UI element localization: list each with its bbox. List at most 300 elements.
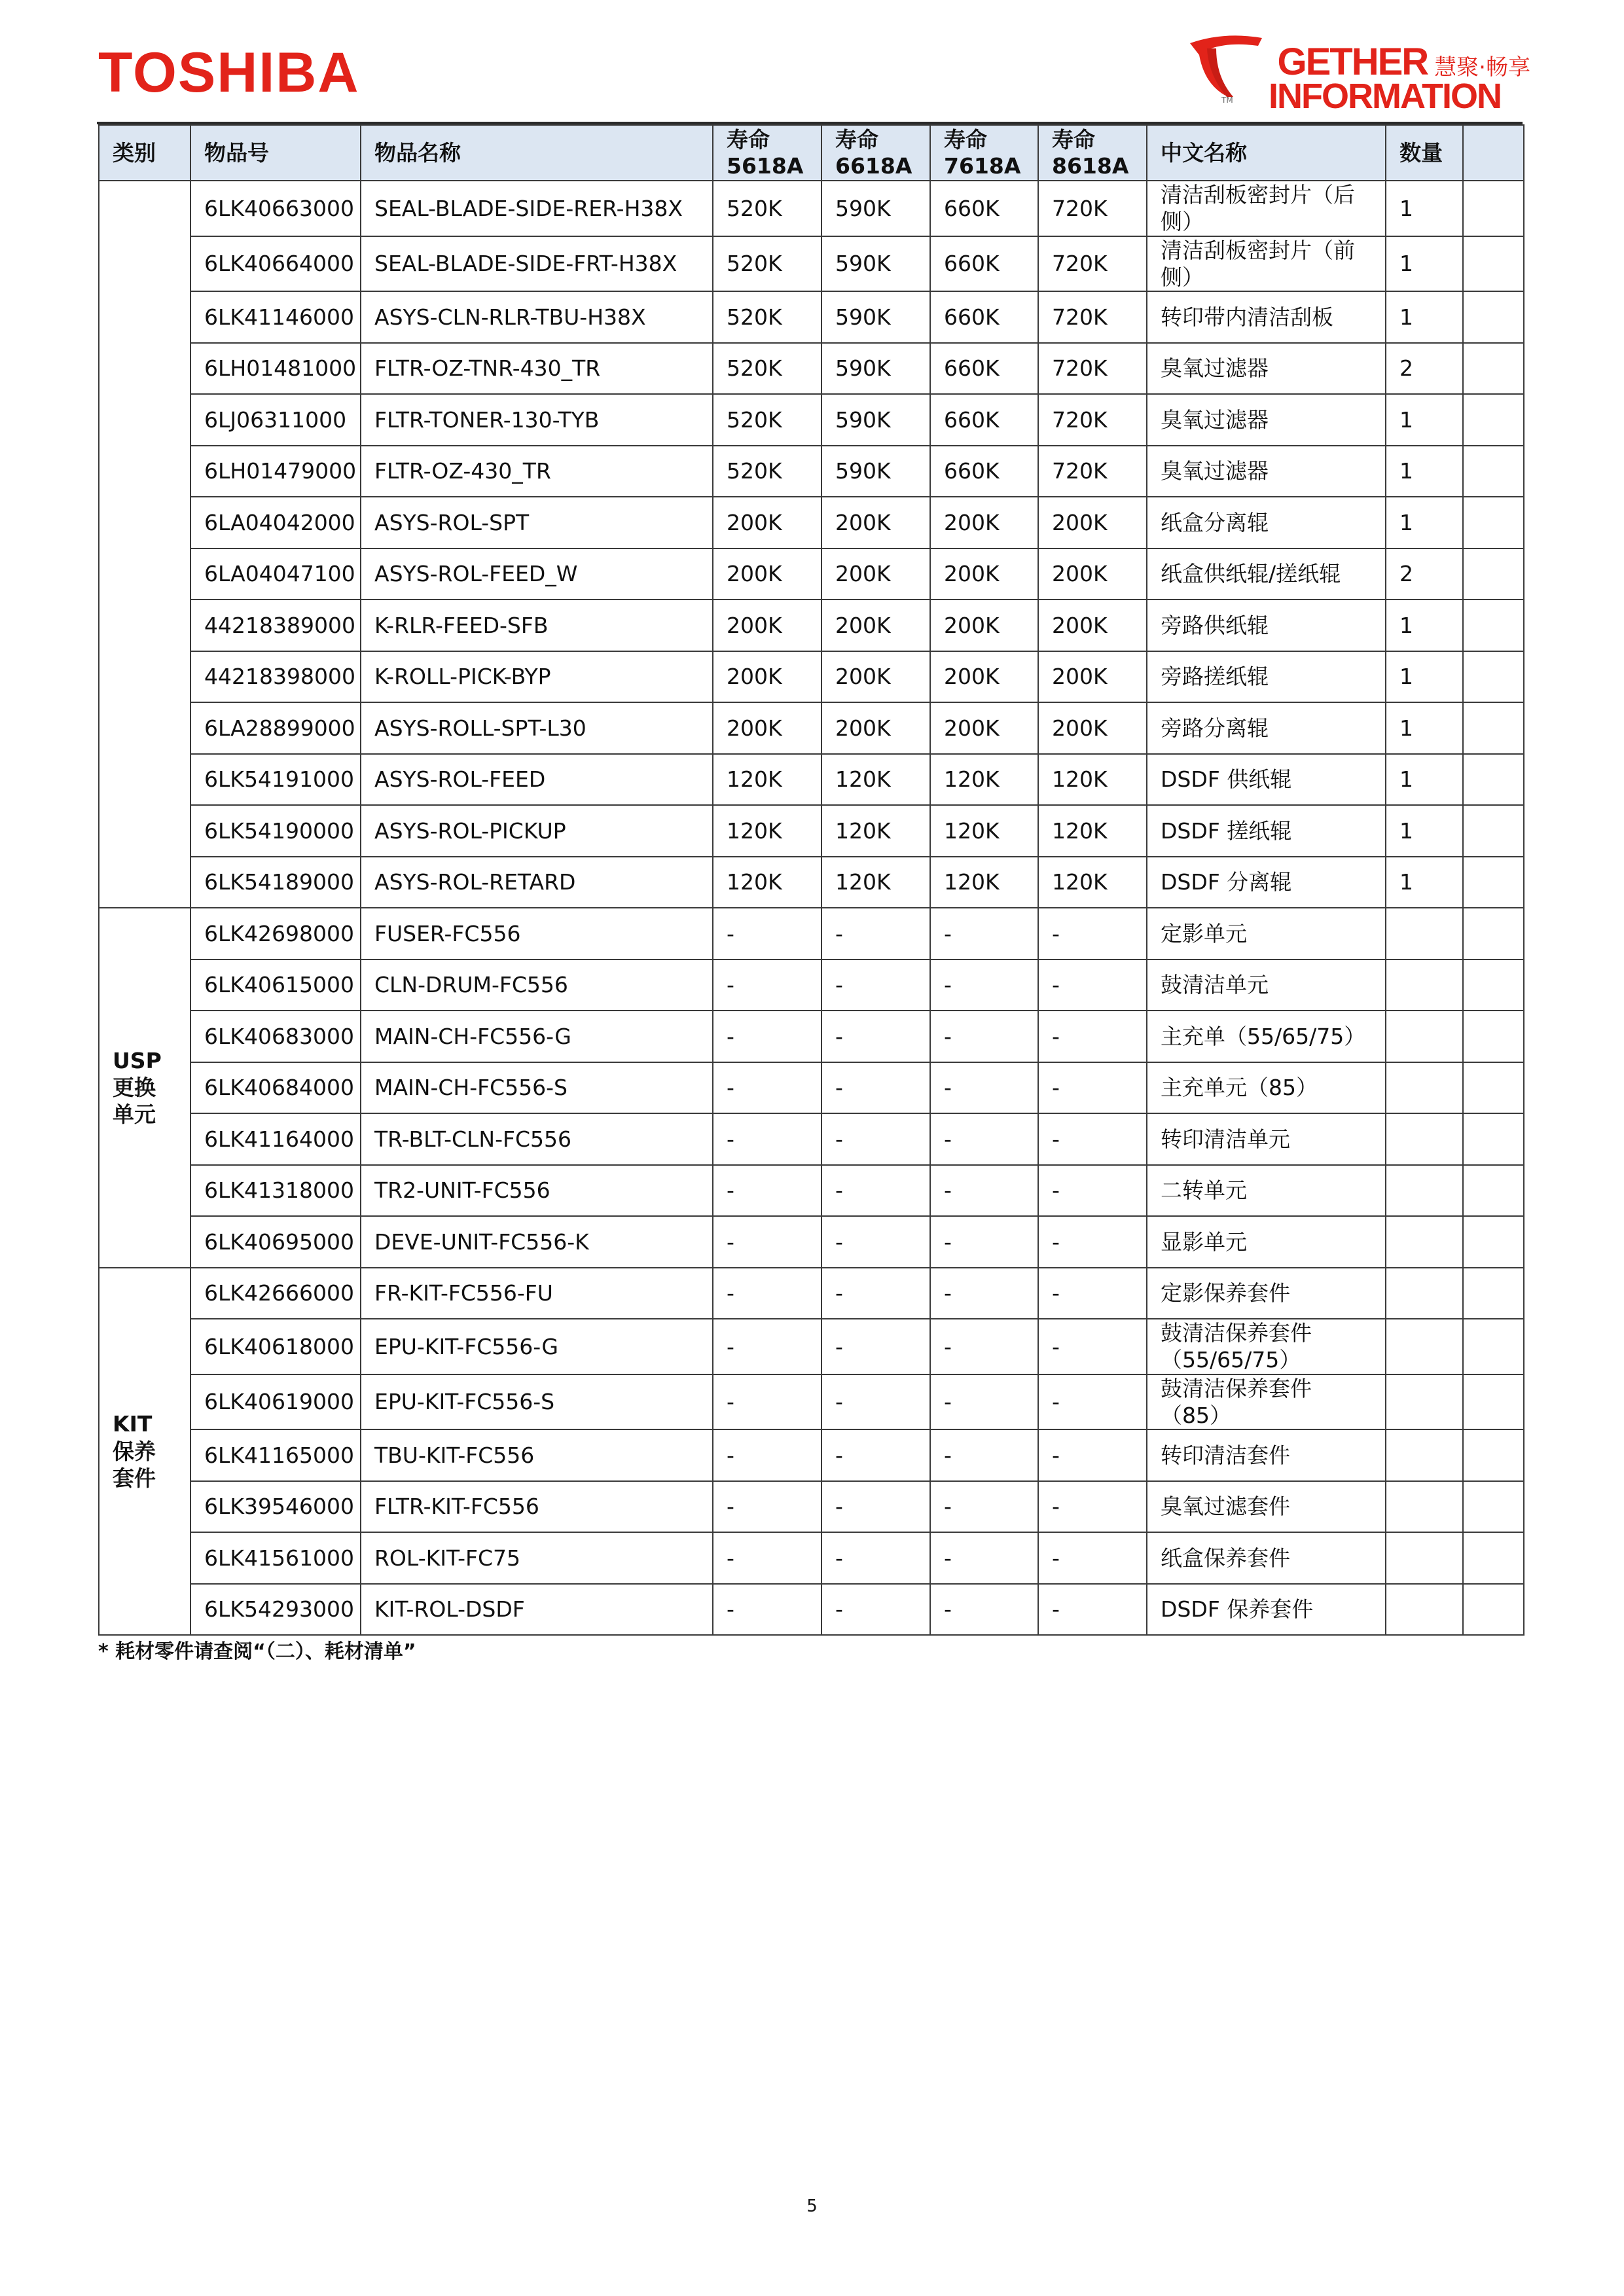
life-6618a-cell: -	[821, 1584, 930, 1636]
part-number-cell: 6LK40695000	[190, 1216, 361, 1268]
part-name-cell: ASYS-ROL-FEED_W	[361, 548, 713, 600]
chinese-name-cell: DSDF 分离辊	[1147, 857, 1386, 908]
quantity-cell	[1386, 1319, 1463, 1374]
life-6618a-cell: 590K	[821, 291, 930, 343]
table-row	[99, 754, 1524, 806]
part-number-cell: 6LA28899000	[190, 702, 361, 754]
life-6618a-cell: -	[821, 1481, 930, 1533]
part-name-cell: MAIN-CH-FC556-S	[361, 1062, 713, 1114]
extra-cell	[1463, 754, 1524, 806]
slogan-chinese: 慧聚·畅享	[1434, 54, 1530, 81]
table-row	[99, 702, 1524, 754]
extra-cell	[1463, 548, 1524, 600]
life-7618a-cell: 660K	[930, 291, 1038, 343]
extra-cell	[1463, 446, 1524, 497]
chinese-name-cell: 纸盒供纸辊/搓纸辊	[1147, 548, 1386, 600]
life-8618a-cell: 120K	[1038, 857, 1147, 908]
chinese-name-cell: 旁路搓纸辊	[1147, 651, 1386, 703]
life-5618a-cell: 520K	[713, 291, 821, 343]
table-row	[99, 394, 1524, 446]
header-row	[99, 125, 1524, 181]
life-8618a-cell: -	[1038, 1584, 1147, 1636]
chinese-name-cell: 纸盒分离辊	[1147, 497, 1386, 548]
table-row	[99, 857, 1524, 908]
life-8618a-cell: -	[1038, 960, 1147, 1011]
slogan-information: INFORMATION	[1269, 77, 1501, 116]
life-7618a-cell: 660K	[930, 394, 1038, 446]
part-number-cell: 6LK39546000	[190, 1481, 361, 1533]
chinese-name-cell: 纸盒保养套件	[1147, 1532, 1386, 1584]
life-6618a-cell: 200K	[821, 702, 930, 754]
life-6618a-cell: 200K	[821, 600, 930, 651]
extra-cell	[1463, 1113, 1524, 1165]
quantity-cell	[1386, 1584, 1463, 1636]
part-number-cell: 44218398000	[190, 651, 361, 703]
life-7618a-cell: -	[930, 1011, 1038, 1062]
extra-cell	[1463, 1062, 1524, 1114]
extra-cell	[1463, 1319, 1524, 1374]
extra-cell	[1463, 236, 1524, 292]
life-6618a-cell: 120K	[821, 805, 930, 857]
part-name-cell: FLTR-OZ-430_TR	[361, 446, 713, 497]
extra-cell	[1463, 181, 1524, 236]
life-7618a-cell: -	[930, 1429, 1038, 1481]
part-name-cell: FLTR-KIT-FC556	[361, 1481, 713, 1533]
extra-cell	[1463, 1216, 1524, 1268]
life-7618a-cell: -	[930, 1319, 1038, 1374]
table-row	[99, 446, 1524, 497]
life-7618a-cell: -	[930, 1532, 1038, 1584]
life-6618a-cell: 590K	[821, 394, 930, 446]
life-7618a-cell: 200K	[930, 497, 1038, 548]
table-row	[99, 1429, 1524, 1481]
chinese-name-cell: 清洁刮板密封片（后侧）	[1147, 181, 1386, 236]
life-5618a-cell: -	[713, 1113, 821, 1165]
part-name-cell: SEAL-BLADE-SIDE-FRT-H38X	[361, 236, 713, 292]
header-part-name: 物品名称	[361, 125, 713, 181]
part-name-cell: ASYS-CLN-RLR-TBU-H38X	[361, 291, 713, 343]
part-name-cell: FR-KIT-FC556-FU	[361, 1268, 713, 1319]
chinese-name-cell: 转印带内清洁刮板	[1147, 291, 1386, 343]
life-7618a-cell: -	[930, 1584, 1038, 1636]
part-name-cell: TR-BLT-CLN-FC556	[361, 1113, 713, 1165]
life-7618a-cell: -	[930, 1113, 1038, 1165]
extra-cell	[1463, 1268, 1524, 1319]
part-number-cell: 6LA04042000	[190, 497, 361, 548]
part-number-cell: 6LH01481000	[190, 343, 361, 395]
extra-cell	[1463, 960, 1524, 1011]
chinese-name-cell: 鼓清洁单元	[1147, 960, 1386, 1011]
life-8618a-cell: -	[1038, 1216, 1147, 1268]
part-name-cell: K-RLR-FEED-SFB	[361, 600, 713, 651]
life-7618a-cell: 660K	[930, 236, 1038, 292]
table-row	[99, 1374, 1524, 1430]
life-8618a-cell: 720K	[1038, 343, 1147, 395]
chinese-name-cell: 主充单（55/65/75）	[1147, 1011, 1386, 1062]
part-number-cell: 6LH01479000	[190, 446, 361, 497]
quantity-cell	[1386, 1165, 1463, 1217]
table-row	[99, 651, 1524, 703]
life-8618a-cell: 120K	[1038, 754, 1147, 806]
part-number-cell: 6LK40683000	[190, 1011, 361, 1062]
life-8618a-cell: 720K	[1038, 236, 1147, 292]
part-number-cell: 6LK41146000	[190, 291, 361, 343]
life-6618a-cell: -	[821, 1374, 930, 1430]
life-8618a-cell: 200K	[1038, 497, 1147, 548]
quantity-cell	[1386, 1113, 1463, 1165]
life-8618a-cell: 120K	[1038, 805, 1147, 857]
extra-cell	[1463, 1584, 1524, 1636]
table-row	[99, 805, 1524, 857]
chinese-name-cell: 臭氧过滤器	[1147, 394, 1386, 446]
table-body	[99, 181, 1524, 1635]
life-8618a-cell: 200K	[1038, 548, 1147, 600]
life-5618a-cell: 200K	[713, 548, 821, 600]
life-7618a-cell: -	[930, 1268, 1038, 1319]
quantity-cell	[1386, 1216, 1463, 1268]
quantity-cell	[1386, 1429, 1463, 1481]
together-information-logo	[1185, 29, 1532, 114]
table-row	[99, 291, 1524, 343]
life-5618a-cell: -	[713, 1532, 821, 1584]
table-row	[99, 497, 1524, 548]
life-7618a-cell: -	[930, 1216, 1038, 1268]
part-number-cell: 6LK40684000	[190, 1062, 361, 1114]
part-number-cell: 6LK41164000	[190, 1113, 361, 1165]
life-7618a-cell: 200K	[930, 600, 1038, 651]
chinese-name-cell: 定影单元	[1147, 908, 1386, 960]
table-row	[99, 1481, 1524, 1533]
part-name-cell: ASYS-ROL-FEED	[361, 754, 713, 806]
life-6618a-cell: -	[821, 1319, 930, 1374]
life-5618a-cell: 520K	[713, 446, 821, 497]
part-number-cell: 6LK42666000	[190, 1268, 361, 1319]
trademark-mark: TM	[1221, 96, 1233, 105]
life-5618a-cell: 120K	[713, 857, 821, 908]
table-row	[99, 1319, 1524, 1374]
life-5618a-cell: 520K	[713, 236, 821, 292]
chinese-name-cell: 转印清洁套件	[1147, 1429, 1386, 1481]
quantity-cell: 1	[1386, 394, 1463, 446]
part-name-cell: ROL-KIT-FC75	[361, 1532, 713, 1584]
table-header	[99, 125, 1524, 181]
life-8618a-cell: -	[1038, 1062, 1147, 1114]
life-5618a-cell: 520K	[713, 394, 821, 446]
life-5618a-cell: -	[713, 1319, 821, 1374]
part-number-cell: 6LK40663000	[190, 181, 361, 236]
part-name-cell: SEAL-BLADE-SIDE-RER-H38X	[361, 181, 713, 236]
life-5618a-cell: 520K	[713, 343, 821, 395]
life-5618a-cell: 120K	[713, 754, 821, 806]
life-6618a-cell: -	[821, 1165, 930, 1217]
part-name-cell: CLN-DRUM-FC556	[361, 960, 713, 1011]
part-name-cell: ASYS-ROL-SPT	[361, 497, 713, 548]
quantity-cell: 1	[1386, 651, 1463, 703]
quantity-cell: 1	[1386, 497, 1463, 548]
quantity-cell: 1	[1386, 600, 1463, 651]
part-number-cell: 6LK54191000	[190, 754, 361, 806]
life-6618a-cell: 590K	[821, 181, 930, 236]
life-8618a-cell: 200K	[1038, 651, 1147, 703]
life-7618a-cell: 660K	[930, 343, 1038, 395]
life-5618a-cell: -	[713, 960, 821, 1011]
chinese-name-cell: 臭氧过滤套件	[1147, 1481, 1386, 1533]
life-8618a-cell: -	[1038, 1011, 1147, 1062]
life-7618a-cell: 660K	[930, 446, 1038, 497]
extra-cell	[1463, 291, 1524, 343]
part-number-cell: 6LA04047100	[190, 548, 361, 600]
chinese-name-cell: DSDF 搓纸辊	[1147, 805, 1386, 857]
life-6618a-cell: -	[821, 1216, 930, 1268]
life-5618a-cell: -	[713, 1429, 821, 1481]
life-5618a-cell: -	[713, 1216, 821, 1268]
life-8618a-cell: -	[1038, 1374, 1147, 1430]
extra-cell	[1463, 1481, 1524, 1533]
life-5618a-cell: 200K	[713, 600, 821, 651]
life-5618a-cell: -	[713, 1268, 821, 1319]
chinese-name-cell: 旁路分离辊	[1147, 702, 1386, 754]
quantity-cell: 1	[1386, 236, 1463, 292]
part-name-cell: FLTR-TONER-130-TYB	[361, 394, 713, 446]
quantity-cell	[1386, 1374, 1463, 1430]
part-number-cell: 6LK54189000	[190, 857, 361, 908]
life-7618a-cell: 660K	[930, 181, 1038, 236]
life-6618a-cell: -	[821, 1113, 930, 1165]
life-8618a-cell: -	[1038, 1165, 1147, 1217]
table-row	[99, 1216, 1524, 1268]
extra-cell	[1463, 1374, 1524, 1430]
chinese-name-cell: DSDF 供纸辊	[1147, 754, 1386, 806]
table-row	[99, 1584, 1524, 1636]
part-number-cell: 6LK41561000	[190, 1532, 361, 1584]
chinese-name-cell: 转印清洁单元	[1147, 1113, 1386, 1165]
life-5618a-cell: -	[713, 1374, 821, 1430]
life-6618a-cell: -	[821, 1429, 930, 1481]
life-5618a-cell: 120K	[713, 805, 821, 857]
category-cell: USP 更换 单元	[99, 908, 190, 1268]
life-6618a-cell: 590K	[821, 236, 930, 292]
part-name-cell: DEVE-UNIT-FC556-K	[361, 1216, 713, 1268]
life-7618a-cell: -	[930, 1481, 1038, 1533]
life-5618a-cell: -	[713, 1165, 821, 1217]
life-6618a-cell: 200K	[821, 548, 930, 600]
life-7618a-cell: -	[930, 1165, 1038, 1217]
extra-cell	[1463, 1429, 1524, 1481]
part-number-cell: 6LK41165000	[190, 1429, 361, 1481]
part-number-cell: 6LK40615000	[190, 960, 361, 1011]
quantity-cell: 2	[1386, 343, 1463, 395]
quantity-cell: 1	[1386, 291, 1463, 343]
quantity-cell	[1386, 1011, 1463, 1062]
chinese-name-cell: 显影单元	[1147, 1216, 1386, 1268]
header-life-5618a: 寿命 5618A	[713, 125, 821, 181]
part-number-cell: 6LK40619000	[190, 1374, 361, 1430]
life-8618a-cell: 720K	[1038, 291, 1147, 343]
life-7618a-cell: -	[930, 1374, 1038, 1430]
chinese-name-cell: 旁路供纸辊	[1147, 600, 1386, 651]
quantity-cell	[1386, 1062, 1463, 1114]
part-name-cell: K-ROLL-PICK-BYP	[361, 651, 713, 703]
life-8618a-cell: -	[1038, 1429, 1147, 1481]
category-cell: KIT 保养 套件	[99, 1268, 190, 1636]
life-5618a-cell: -	[713, 908, 821, 960]
table-row	[99, 1532, 1524, 1584]
life-5618a-cell: 200K	[713, 702, 821, 754]
table-row	[99, 181, 1524, 236]
life-5618a-cell: -	[713, 1062, 821, 1114]
header-life-7618a: 寿命 7618A	[930, 125, 1038, 181]
life-5618a-cell: -	[713, 1481, 821, 1533]
chinese-name-cell: 鼓清洁保养套件 （55/65/75）	[1147, 1319, 1386, 1374]
extra-cell	[1463, 497, 1524, 548]
life-7618a-cell: 120K	[930, 754, 1038, 806]
life-6618a-cell: -	[821, 1011, 930, 1062]
life-6618a-cell: -	[821, 960, 930, 1011]
footnote: * 耗材零件请查阅“（二）、耗材清单”	[98, 1640, 416, 1663]
table-row	[99, 600, 1524, 651]
life-6618a-cell: 590K	[821, 446, 930, 497]
quantity-cell: 1	[1386, 181, 1463, 236]
part-name-cell: EPU-KIT-FC556-S	[361, 1374, 713, 1430]
extra-cell	[1463, 343, 1524, 395]
life-7618a-cell: 120K	[930, 805, 1038, 857]
table-row	[99, 1011, 1524, 1062]
life-6618a-cell: -	[821, 1268, 930, 1319]
header-chinese-name: 中文名称	[1147, 125, 1386, 181]
chinese-name-cell: 臭氧过滤器	[1147, 343, 1386, 395]
extra-cell	[1463, 908, 1524, 960]
part-name-cell: KIT-ROL-DSDF	[361, 1584, 713, 1636]
part-name-cell: TR2-UNIT-FC556	[361, 1165, 713, 1217]
part-name-cell: ASYS-ROL-PICKUP	[361, 805, 713, 857]
header-life-6618a: 寿命 6618A	[821, 125, 930, 181]
table-row	[99, 1113, 1524, 1165]
header-category: 类别	[99, 125, 190, 181]
life-7618a-cell: -	[930, 908, 1038, 960]
part-name-cell: ASYS-ROLL-SPT-L30	[361, 702, 713, 754]
table-row	[99, 908, 1524, 960]
life-8618a-cell: 200K	[1038, 702, 1147, 754]
quantity-cell	[1386, 960, 1463, 1011]
slogan-gether: GETHER	[1277, 41, 1428, 83]
extra-cell	[1463, 651, 1524, 703]
life-8618a-cell: -	[1038, 1532, 1147, 1584]
life-8618a-cell: -	[1038, 1319, 1147, 1374]
chinese-name-cell: 臭氧过滤器	[1147, 446, 1386, 497]
table-row	[99, 343, 1524, 395]
quantity-cell	[1386, 1532, 1463, 1584]
life-5618a-cell: 200K	[713, 497, 821, 548]
life-6618a-cell: 200K	[821, 651, 930, 703]
part-name-cell: TBU-KIT-FC556	[361, 1429, 713, 1481]
part-name-cell: ASYS-ROL-RETARD	[361, 857, 713, 908]
life-8618a-cell: -	[1038, 1481, 1147, 1533]
life-8618a-cell: 200K	[1038, 600, 1147, 651]
life-8618a-cell: -	[1038, 1113, 1147, 1165]
part-number-cell: 44218389000	[190, 600, 361, 651]
part-name-cell: FLTR-OZ-TNR-430_TR	[361, 343, 713, 395]
extra-cell	[1463, 857, 1524, 908]
part-number-cell: 6LK54293000	[190, 1584, 361, 1636]
quantity-cell: 1	[1386, 446, 1463, 497]
life-7618a-cell: 200K	[930, 702, 1038, 754]
chinese-name-cell: 主充单元（85）	[1147, 1062, 1386, 1114]
extra-cell	[1463, 1532, 1524, 1584]
life-6618a-cell: 200K	[821, 497, 930, 548]
table-row	[99, 1062, 1524, 1114]
quantity-cell: 1	[1386, 857, 1463, 908]
life-7618a-cell: 120K	[930, 857, 1038, 908]
life-8618a-cell: 720K	[1038, 394, 1147, 446]
life-7618a-cell: -	[930, 960, 1038, 1011]
life-8618a-cell: 720K	[1038, 446, 1147, 497]
chinese-name-cell: 清洁刮板密封片（前侧）	[1147, 236, 1386, 292]
quantity-cell: 1	[1386, 805, 1463, 857]
part-number-cell: 6LK54190000	[190, 805, 361, 857]
header-life-8618a: 寿命 8618A	[1038, 125, 1147, 181]
extra-cell	[1463, 702, 1524, 754]
table-row	[99, 1165, 1524, 1217]
category-cell	[99, 181, 190, 908]
life-6618a-cell: 590K	[821, 343, 930, 395]
part-number-cell: 6LK42698000	[190, 908, 361, 960]
chinese-name-cell: 二转单元	[1147, 1165, 1386, 1217]
part-number-cell: 6LJ06311000	[190, 394, 361, 446]
life-8618a-cell: -	[1038, 1268, 1147, 1319]
life-8618a-cell: -	[1038, 908, 1147, 960]
extra-cell	[1463, 394, 1524, 446]
life-5618a-cell: -	[713, 1584, 821, 1636]
part-name-cell: FUSER-FC556	[361, 908, 713, 960]
part-number-cell: 6LK41318000	[190, 1165, 361, 1217]
life-6618a-cell: -	[821, 1532, 930, 1584]
slogan-to: TO	[1223, 41, 1275, 83]
chinese-name-cell: 定影保养套件	[1147, 1268, 1386, 1319]
extra-cell	[1463, 1165, 1524, 1217]
part-name-cell: MAIN-CH-FC556-G	[361, 1011, 713, 1062]
life-5618a-cell: 520K	[713, 181, 821, 236]
quantity-cell: 1	[1386, 754, 1463, 806]
part-number-cell: 6LK40618000	[190, 1319, 361, 1374]
life-6618a-cell: 120K	[821, 754, 930, 806]
quantity-cell: 2	[1386, 548, 1463, 600]
part-number-cell: 6LK40664000	[190, 236, 361, 292]
life-6618a-cell: -	[821, 908, 930, 960]
toshiba-logo: TOSHIBA	[98, 41, 360, 104]
table-row	[99, 236, 1524, 292]
life-8618a-cell: 720K	[1038, 181, 1147, 236]
quantity-cell	[1386, 1268, 1463, 1319]
page-number: 5	[806, 2197, 818, 2216]
part-name-cell: EPU-KIT-FC556-G	[361, 1319, 713, 1374]
extra-cell	[1463, 805, 1524, 857]
life-6618a-cell: -	[821, 1062, 930, 1114]
life-7618a-cell: 200K	[930, 651, 1038, 703]
quantity-cell	[1386, 908, 1463, 960]
table-row	[99, 960, 1524, 1011]
table-row	[99, 1268, 1524, 1319]
extra-cell	[1463, 600, 1524, 651]
life-6618a-cell: 120K	[821, 857, 930, 908]
quantity-cell	[1386, 1481, 1463, 1533]
header-part-number: 物品号	[190, 125, 361, 181]
life-7618a-cell: -	[930, 1062, 1038, 1114]
chinese-name-cell: DSDF 保养套件	[1147, 1584, 1386, 1636]
chinese-name-cell: 鼓清洁保养套件 （85）	[1147, 1374, 1386, 1430]
life-5618a-cell: 200K	[713, 651, 821, 703]
parts-table	[98, 124, 1525, 1636]
extra-cell	[1463, 1011, 1524, 1062]
